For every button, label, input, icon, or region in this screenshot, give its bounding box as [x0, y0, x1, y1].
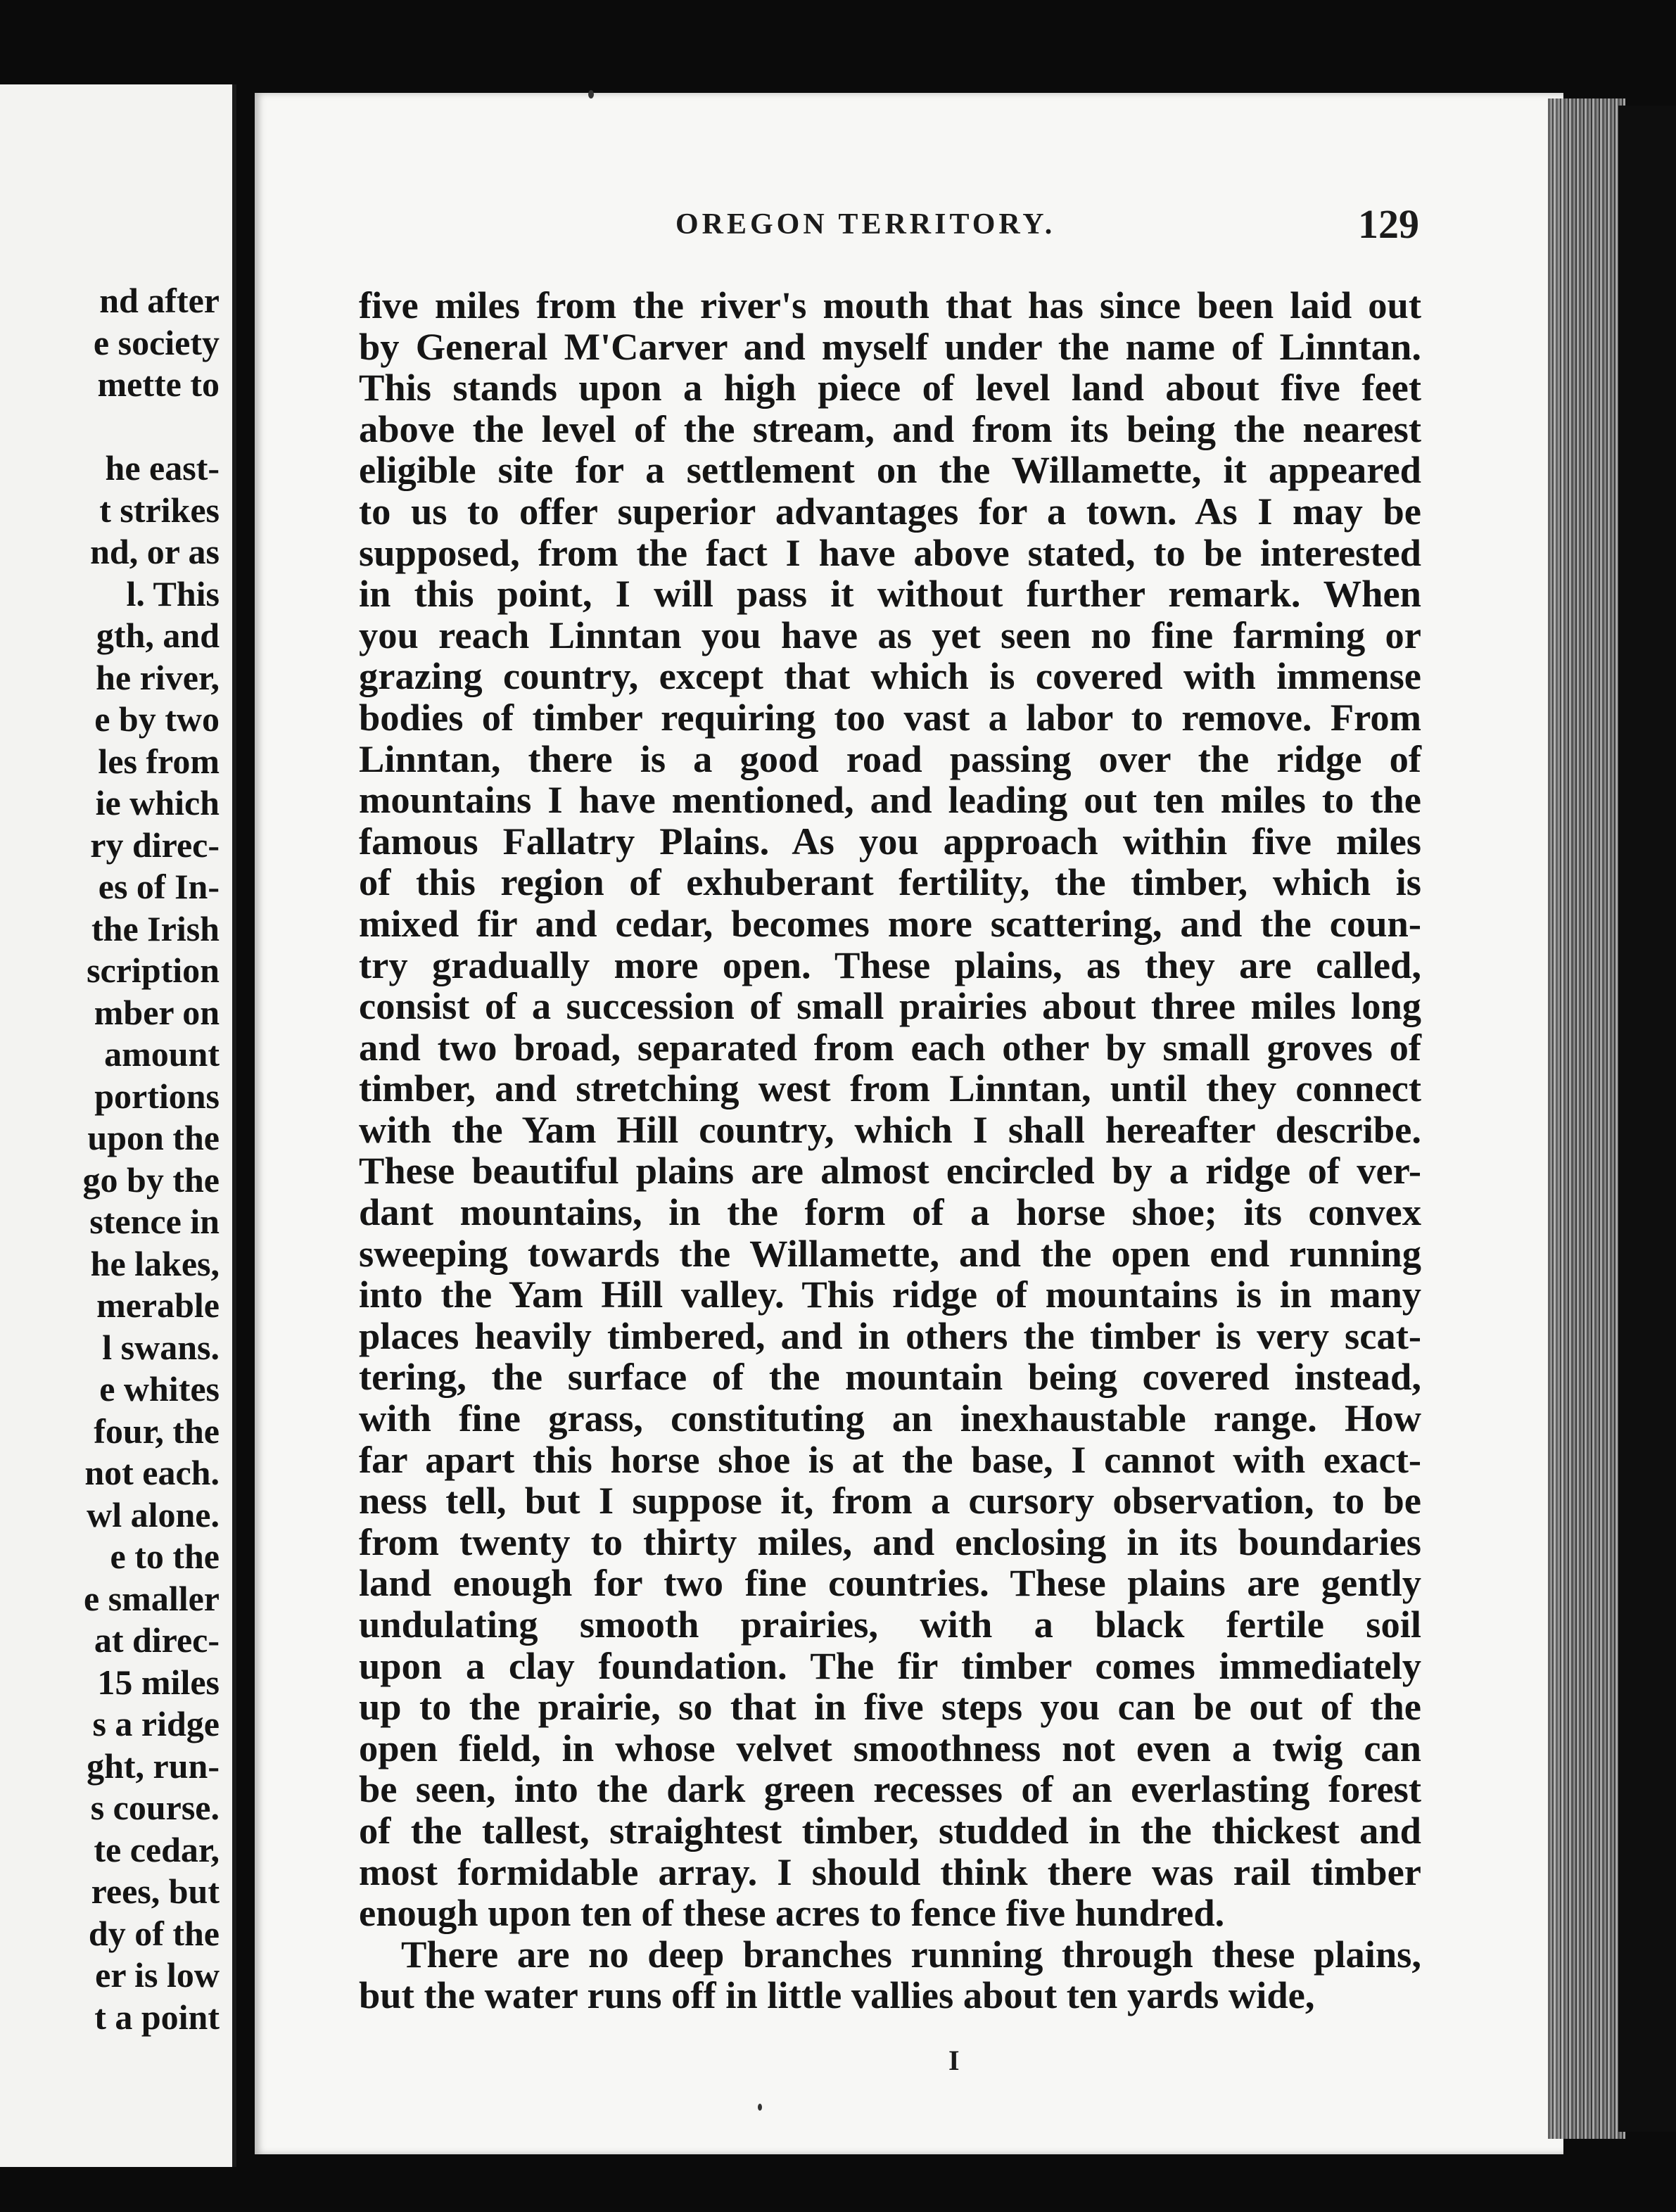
left-text-line: l swans. — [102, 1327, 220, 1367]
text-line: supposed, from the fact I have above stated, to be interested — [359, 530, 1421, 574]
left-text-line: at direc- — [94, 1620, 220, 1660]
text-line: sweeping towards the Willamette, and the open end running — [359, 1231, 1421, 1275]
left-text-line: amount — [104, 1034, 220, 1074]
text-line: famous Fallatry Plains. As you approach within five miles — [359, 819, 1421, 863]
left-text-line: nd, or as — [90, 532, 220, 571]
ink-speck — [758, 2104, 762, 2111]
left-text-line: he east- — [105, 448, 220, 488]
page-edges — [1548, 98, 1625, 2139]
left-text-line: s course. — [90, 1788, 220, 1827]
text-line: you reach Linntan you have as yet seen no fine farming or — [359, 613, 1421, 656]
left-text-line: ght, run- — [87, 1746, 220, 1786]
text-line: with fine grass, constituting an inexhaustable range. How — [359, 1397, 1421, 1440]
text-line: Linntan, there is a good road passing over the ridge of — [359, 737, 1421, 780]
text-line: be seen, into the dark green recesses of an everlasting forest — [359, 1767, 1421, 1811]
left-text-line: he river, — [96, 657, 220, 697]
left-text-line: mette to — [97, 364, 220, 404]
text-line: open field, in whose velvet smoothness not even a twig can — [359, 1726, 1421, 1769]
left-text-line: e whites — [99, 1369, 220, 1409]
text-line: into the Yam Hill valley. This ridge of mountains is in many — [359, 1273, 1421, 1316]
text-line: far apart this horse shoe is at the base, I cannot with exact- — [359, 1437, 1421, 1481]
left-text-line: les from — [98, 741, 220, 781]
text-line: and two broad, separated from each other by small groves of — [359, 1025, 1421, 1069]
text-line: This stands upon a high piece of level land about five feet — [359, 366, 1421, 409]
text-line: places heavily timbered, and in others the timber is very scat- — [359, 1314, 1421, 1357]
text-line: timber, and stretching west from Linntan, until they connect — [359, 1067, 1421, 1110]
text-line: above the level of the stream, and from its being the nearest — [359, 407, 1421, 450]
text-line: bodies of timber requiring too vast a labor to remove. From — [359, 695, 1421, 739]
left-text-line: e by two — [94, 699, 220, 739]
text-line: eligible site for a settlement on the Willamette, it appeared — [359, 448, 1421, 492]
left-text-line: dy of the — [88, 1913, 220, 1953]
text-line: mixed fir and cedar, becomes more scattering, and the coun- — [359, 901, 1421, 945]
text-line: ness tell, but I suppose it, from a cursory observation, to be — [359, 1479, 1421, 1523]
text-line: of this region of exhuberant fertility, the timber, which is — [359, 860, 1421, 904]
text-line: tering, the surface of the mountain being covered instead, — [359, 1355, 1421, 1399]
left-text-line: ie which — [95, 783, 220, 822]
left-text-line: stence in — [89, 1202, 220, 1241]
left-text-line: er is low — [95, 1955, 220, 1995]
ink-speck — [588, 90, 594, 98]
page-number: 129 — [1358, 201, 1419, 247]
text-line: dant mountains, in the form of a horse shoe; its convex — [359, 1190, 1421, 1234]
text-line: of the tallest, straightest timber, studded in the thickest and — [359, 1808, 1421, 1852]
left-text-line: e to the — [110, 1537, 220, 1576]
left-text-line: merable — [96, 1285, 220, 1325]
text-line: most formidable array. I should think there was rail timber — [359, 1850, 1421, 1893]
text-line: enough upon ten of these acres to fence five hundred. — [359, 1891, 1225, 1935]
left-text-line: t a point — [94, 1997, 220, 2037]
signature-mark: I — [948, 2045, 960, 2076]
text-line: try gradually more open. These plains, as they are called, — [359, 943, 1421, 986]
left-text-line: s a ridge — [92, 1704, 220, 1743]
book-edge-shadow — [1618, 106, 1676, 2132]
left-text-line: gth, and — [96, 616, 220, 655]
left-text-line: he lakes, — [90, 1243, 220, 1283]
text-line: mountains I have mentioned, and leading out ten miles to the — [359, 778, 1421, 822]
left-text-line: portions — [94, 1076, 220, 1116]
text-line: five miles from the river's mouth that has since been laid out — [359, 284, 1421, 326]
text-line: grazing country, except that which is covered with immense — [359, 654, 1421, 698]
running-head: OREGON TERRITORY. — [675, 208, 1056, 241]
left-facing-page — [0, 84, 236, 2167]
left-page-text — [0, 280, 220, 2038]
left-text-line: four, the — [94, 1411, 220, 1451]
left-text-line: go by the — [82, 1159, 220, 1200]
left-text-line: scription — [87, 951, 220, 990]
left-text-line: t strikes — [99, 490, 220, 530]
text-line: undulating smooth prairies, with a black fertile soil — [359, 1603, 1421, 1646]
left-text-line: not each. — [84, 1453, 220, 1492]
text-line: upon a clay foundation. The fir timber comes immediately — [359, 1644, 1421, 1687]
text-line: to us to offer superior advantages for a town. As I may be — [359, 489, 1421, 533]
text-line: land enough for two fine countries. These plains are gently — [359, 1561, 1421, 1605]
text-line: but the water runs off in little vallies about ten yards wide, — [359, 1973, 1315, 2017]
left-text-line: mber on — [94, 992, 220, 1032]
text-line: There are no deep branches running through these plains, — [401, 1932, 1421, 1976]
left-text-line: ry direc- — [90, 825, 220, 865]
left-text-line — [0, 406, 220, 448]
left-text-line: upon the — [87, 1118, 220, 1157]
text-line: These beautiful plains are almost encircled by a ridge of ver- — [359, 1149, 1421, 1193]
text-line: up to the prairie, so that in five steps you can be out of the — [359, 1685, 1421, 1729]
text-line: in this point, I will pass it without further remark. When — [359, 572, 1421, 616]
left-text-line: te cedar, — [94, 1829, 220, 1869]
left-text-line: rees, but — [91, 1871, 220, 1911]
text-line: from twenty to thirty miles, and enclosing in its boundaries — [359, 1520, 1421, 1563]
left-text-line: wl alone. — [87, 1494, 220, 1534]
left-text-line: es of In- — [98, 867, 220, 906]
left-text-line: l. This — [126, 573, 220, 614]
left-text-line: the Irish — [91, 908, 220, 948]
text-line: with the Yam Hill country, which I shall hereafter describe. — [359, 1107, 1421, 1151]
left-text-line: e society — [93, 322, 220, 362]
left-text-line: 15 miles — [97, 1662, 220, 1702]
body-text — [359, 285, 1421, 2016]
left-text-line: e smaller — [84, 1578, 220, 1618]
text-line: consist of a succession of small prairies about three miles long — [359, 984, 1421, 1028]
text-line: by General M'Carver and myself under the name of Linntan. — [359, 324, 1421, 368]
left-text-line: nd after — [99, 281, 220, 320]
